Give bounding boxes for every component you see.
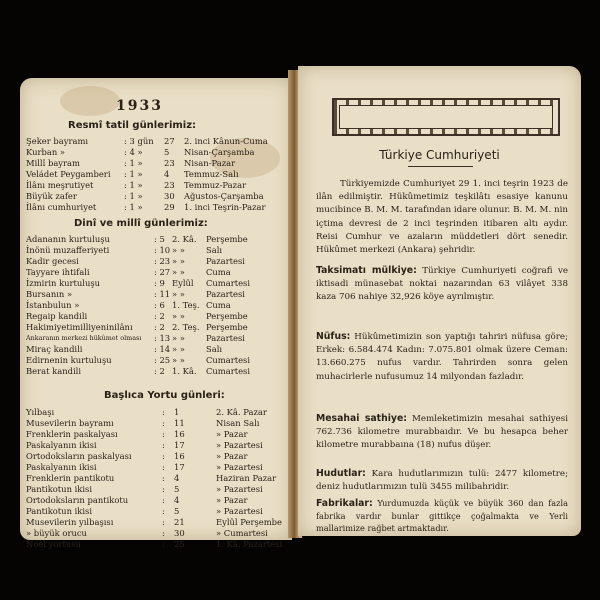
dini-month: Eylûl	[172, 278, 194, 288]
yortu-rest: 2. Kâ. Pazar	[216, 407, 267, 417]
yortu-name: Paskalyanın ikisi	[26, 440, 97, 450]
yortu-name: Frenklerin pantikotu	[26, 473, 115, 483]
section-text: Türkiye Cumhuriyeti coğrafi ve iktisadi münasebat noktai nazarından 63 vilâyet 338 kaza 706 nahiye 32,926 köye ayrılmıştır.	[316, 266, 568, 303]
section-hudutlar	[316, 467, 568, 494]
resmi-day: 27	[164, 136, 175, 146]
dini-weekday: Perşembe	[206, 311, 248, 321]
dini-name: Kadir gecesi	[26, 256, 79, 266]
yortu-heading: Başlıca Yortu günleri:	[104, 390, 225, 401]
section-taksimat	[316, 264, 568, 305]
dini-month: » »	[172, 256, 185, 266]
yortu-rest: » Pazar	[216, 451, 248, 461]
dini-weekday: Pazartesi	[206, 333, 245, 343]
yortu-mark: :	[162, 484, 165, 494]
dini-month: » »	[172, 344, 185, 354]
yortu-rest: » Pazar	[216, 429, 248, 439]
dini-weekday: Perşembe	[206, 234, 248, 244]
yortu-day: 21	[174, 517, 185, 527]
yortu-day: 16	[174, 451, 185, 461]
resmi-name: İlânı meşrutiyet	[26, 180, 94, 190]
resmi-mark: : 4 »	[124, 147, 143, 157]
dini-weekday: Salı	[206, 245, 223, 255]
resmi-date: 1. inci Teşrin-Pazar	[184, 202, 266, 212]
yortu-day: 5	[174, 506, 180, 516]
ornamental-header-band	[332, 98, 560, 136]
section-text: Memleketimizin mesahai sathiyesi 762.736 kilometre murabbaıdır. Ve bu hesapca beher kilometre murabbaına (18) nufus düşer.	[316, 414, 568, 451]
left-page	[20, 78, 292, 549]
dini-weekday: Pazartesi	[206, 289, 245, 299]
dini-day: : 13	[154, 333, 171, 343]
dini-day: : 2	[154, 322, 165, 332]
dini-name: İstanbulun »	[26, 300, 80, 310]
yortu-rest: » Pazartesi	[216, 462, 263, 472]
yortu-name: Paskalyanın ikisi	[26, 462, 97, 472]
resmi-mark: : 3 gün	[124, 136, 154, 146]
dini-weekday: Cumartesi	[206, 366, 251, 376]
intro-paragraph: Türkiyemizde Cumhuriyet 29 1. inci teşrin 1923 de ilân edilmiştir. Hükûmetimiz teşkilâtı esasiye kanunu mucibince B. M. M. tarafından idare olunur. B. M. M. nin içtima devresi de 2 inci teşrinden itibaren altı aydır. Reisi Cumhur ve azaların müddetleri dört senedir. Hükûmet merkezi (Ankara) şehridir.	[316, 179, 568, 256]
yortu-mark: :	[162, 429, 165, 439]
yortu-day: 17	[174, 440, 185, 450]
resmi-name: Veládet Peygamberi	[26, 169, 111, 179]
yortu-mark: :	[162, 418, 165, 428]
resmi-mark: : 1 »	[124, 180, 143, 190]
resmi-date: Nisan-Çarşamba	[184, 147, 255, 157]
dini-weekday: Cuma	[206, 300, 231, 310]
resmi-date: 2. inci Kânun-Cuma	[184, 136, 268, 146]
dini-month: 1. Teş.	[172, 300, 200, 310]
resmi-date: Temmuz-Salı	[184, 169, 239, 179]
dini-day: : 25	[154, 355, 171, 365]
resmi-date: Temmuz-Pazar	[184, 180, 247, 190]
dini-day: : 2	[154, 366, 165, 376]
yortu-name: Pantikotun ikisi	[26, 484, 93, 494]
section-label: Fabrikalar:	[316, 498, 373, 509]
dini-month: » »	[172, 333, 185, 343]
dini-name: İzmirin kurtuluşu	[26, 278, 101, 288]
dini-month: » »	[172, 289, 185, 299]
yortu-name: Musevilerin yılbaşısı	[26, 517, 114, 527]
dini-weekday: Pazartesi	[206, 256, 245, 266]
resmi-name: Şeker bayramı	[26, 136, 89, 146]
yortu-name: Ortodoksların pantikotu	[26, 495, 129, 505]
yortu-day: 30	[174, 528, 185, 538]
resmi-tatil-heading: Resmî tatil günlerimiz:	[68, 120, 197, 131]
dini-day: : 10	[154, 245, 171, 255]
yortu-name: » büyük orucu	[26, 528, 87, 538]
resmi-date: Ağustos-Çarşamba	[184, 191, 264, 201]
dini-month: » »	[172, 355, 185, 365]
yortu-rest: Eylûl Perşembe	[216, 517, 282, 527]
yortu-day: 17	[174, 462, 185, 472]
yortu-name: Yılbaşı	[26, 407, 55, 417]
section-text: Hükûmetimizin son yaptığı tahriri nüfusa göre; Erkek: 6.584.474 Kadın: 7.075.801 olmak üzere Ceman: 13.660.275 nufus vardır. Tahrirden sonra gelen muhacirlerle nufusumuz 14 milyondan fazladır.	[316, 332, 568, 382]
resmi-name: Büyük zafer	[26, 191, 77, 201]
page-title: Türkiye Cumhuriyeti	[379, 148, 500, 162]
resmi-date: Nisan-Pazar	[184, 158, 236, 168]
resmi-name: Kurban »	[26, 147, 66, 157]
dini-month: » »	[172, 245, 185, 255]
title-underline	[408, 166, 473, 167]
section-label: Hudutlar:	[316, 468, 366, 479]
resmi-day: 23	[164, 158, 175, 168]
yortu-mark: :	[162, 506, 165, 516]
yortu-day: 5	[174, 484, 180, 494]
yortu-day: 4	[174, 473, 180, 483]
resmi-mark: : 1 »	[124, 202, 143, 212]
dini-weekday: Cuma	[206, 267, 231, 277]
dini-month: 1. Kâ.	[172, 366, 197, 376]
section-label: Nüfus:	[316, 331, 351, 342]
dini-month: 2. Teş.	[172, 322, 200, 332]
dini-day: : 5	[154, 234, 165, 244]
section-fabrikalar	[316, 497, 568, 534]
dini-name: İnönü muzafferiyeti	[26, 245, 110, 255]
yortu-rest: Haziran Pazar	[216, 473, 277, 483]
dini-name: Bursanın »	[26, 289, 73, 299]
yortu-day: 11	[174, 418, 185, 428]
dini-weekday: Salı	[206, 344, 223, 354]
dini-name: Hakimiyetimilliyeninilânı	[26, 322, 133, 332]
dini-day: : 23	[154, 256, 171, 266]
right-page	[298, 66, 581, 536]
dini-name: Ankaranın merkezi hükûmet olması	[26, 334, 142, 342]
dini-name: Regaip kandili	[26, 311, 88, 321]
yortu-day: 16	[174, 429, 185, 439]
dini-name: Edirnenin kurtuluşu	[26, 355, 112, 365]
paper-stain	[60, 86, 120, 116]
yortu-name: Frenklerin paskalyası	[26, 429, 118, 439]
yortu-mark: :	[162, 473, 165, 483]
resmi-day: 30	[164, 191, 175, 201]
yortu-rest: » Pazartesi	[216, 484, 263, 494]
dini-day: : 2	[154, 311, 165, 321]
resmi-day: 5	[164, 147, 170, 157]
yortu-mark: :	[162, 528, 165, 538]
yortu-rest: » Cumartesi	[216, 528, 268, 538]
dini-day: : 11	[154, 289, 171, 299]
yortu-name: Musevilerin bayramı	[26, 418, 114, 428]
section-label: Taksimatı mülkiye:	[316, 265, 417, 276]
yortu-day: 4	[174, 495, 180, 505]
resmi-mark: : 1 »	[124, 158, 143, 168]
resmi-mark: : 1 »	[124, 169, 143, 179]
yortu-mark: :	[162, 451, 165, 461]
yortu-name: Ortodoksların paskalyası	[26, 451, 132, 461]
yortu-name: Pantikotun ikisi	[26, 506, 93, 516]
dini-day: : 6	[154, 300, 165, 310]
section-nufus	[316, 330, 568, 384]
yortu-name: Noel yortusu	[26, 539, 81, 549]
dini-name: Tayyare ihtifali	[26, 267, 90, 277]
dini-day: : 9	[154, 278, 165, 288]
dini-day: : 14	[154, 344, 171, 354]
yortu-mark: :	[162, 517, 165, 527]
yortu-rest: Nisan Salı	[216, 418, 260, 428]
section-text: Kara hudutlarımızın tulü: 2477 kilometre; deniz hudutlarımızın tulü 3455 milibahridir.	[316, 469, 568, 493]
dini-name: Adananın kurtuluşu	[26, 234, 110, 244]
yortu-mark: :	[162, 539, 165, 549]
yortu-rest: » Pazartesi	[216, 440, 263, 450]
dini-weekday: Cumartesi	[206, 355, 251, 365]
dini-name: Miraç kandili	[26, 344, 83, 354]
yortu-rest: » Pazar	[216, 495, 248, 505]
section-mesahai	[316, 412, 568, 453]
yortu-mark: :	[162, 440, 165, 450]
resmi-day: 29	[164, 202, 175, 212]
resmi-day: 4	[164, 169, 170, 179]
resmi-name: İlânı cumhuriyet	[26, 202, 97, 212]
yortu-day: 25	[174, 539, 185, 549]
yortu-day: 1	[174, 407, 180, 417]
dini-weekday: Perşembe	[206, 322, 248, 332]
dini-name: Berat kandili	[26, 366, 81, 376]
year-heading: 1933	[116, 98, 163, 114]
yortu-mark: :	[162, 462, 165, 472]
yortu-mark: :	[162, 495, 165, 505]
section-text: Yurdumuzda küçük ve büyük 360 dan fazla fabrika vardır bunlar gittikçe çoğalmakta ve Yerli mallarimize rağbet artmaktadır.	[316, 498, 568, 533]
resmi-mark: : 1 »	[124, 191, 143, 201]
yortu-rest: 1. Kâ. Pazartesi	[216, 539, 283, 549]
dini-weekday: Cumartesi	[206, 278, 251, 288]
dini-month: » »	[172, 311, 185, 321]
resmi-name: Millî bayram	[26, 158, 80, 168]
dini-milli-heading: Dinî ve millî günlerimiz:	[74, 218, 208, 229]
dini-day: : 27	[154, 267, 171, 277]
yortu-mark: :	[162, 407, 165, 417]
yortu-rest: » Pazartesi	[216, 506, 263, 516]
dini-month: 2. Kâ.	[172, 234, 197, 244]
section-label: Mesahai sathiye:	[316, 413, 407, 424]
dini-month: » »	[172, 267, 185, 277]
resmi-day: 23	[164, 180, 175, 190]
